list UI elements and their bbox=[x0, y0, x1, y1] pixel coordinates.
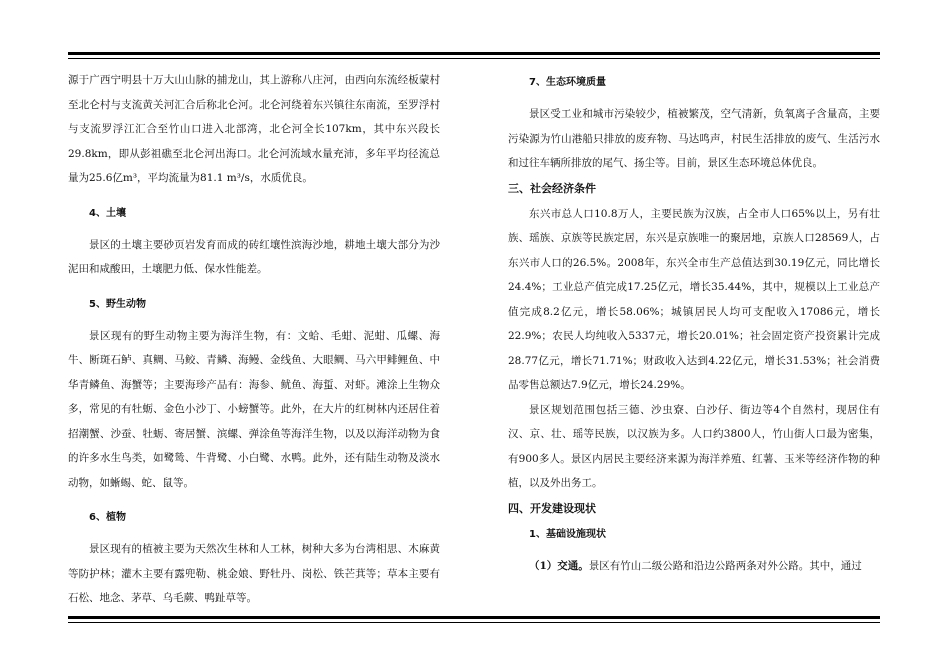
heading-wildlife: 5、野生动物 bbox=[89, 298, 146, 310]
heading-soil: 4、土壤 bbox=[89, 207, 126, 219]
right-column bbox=[508, 68, 880, 578]
header-rule-thick bbox=[68, 52, 880, 55]
paragraph-plants: 景区现有的植被主要为天然次生林和人工林，树种大多为台湾相思、木麻黄等防护林；灌木主要有露兜勒、桃金娘、野牡丹、岗松、铁芒萁等；草本主要有石松、地念、茅草、乌毛蕨、鸭趾草等。 bbox=[68, 543, 440, 604]
paragraph-soil: 景区的土壤主要砂页岩发育而成的砖红壤性滨海沙地，耕地土壤大部分为沙泥田和咸酸田，土壤肥力低、保水性能差。 bbox=[68, 238, 440, 275]
paragraph-traffic bbox=[508, 554, 880, 579]
heading-eco-quality: 7、生态环境质量 bbox=[529, 77, 606, 88]
paragraph-social-economy: 东兴市总人口10.8万人，主要民族为汉族，占全市人口65%以上，另有壮族、瑶族、京族等民族定居，东兴是京族唯一的聚居地，京族人口28569人，占东兴市人口的26.5%。2008年，东兴全市生产总值达到30.19亿元，同比增长24.4%；工业总产值完成17.25亿元，增长35.44%，其中，规模以上工业总产值完成8.2亿元，增长58.06%；城镇居民人均可支配收入17086元，增长22.9%；农民人均纯收入5337元，增长20.01%；社会固定资产投资累计完成28.77亿元，增长71.71%；财政收入达到4.22亿元，增长31.53%；社会消费品零售总额达7.9亿元，增长24.29%。 bbox=[508, 207, 880, 391]
header-rule-thin bbox=[68, 58, 880, 59]
heading-development: 四、开发建设现状 bbox=[508, 501, 596, 515]
heading-infrastructure: 1、基础设施现状 bbox=[529, 528, 606, 540]
left-column bbox=[68, 68, 440, 611]
paragraph-planning-area: 景区规划范围包括三德、沙虫寮、白沙仔、街边等4个自然村，现居住有汉、京、壮、瑶等民族，以汉族为多。人口约3800人，竹山街人口最为密集，有900多人。景区内居民主要经济来源为海洋养殖、红薯、玉米等经济作物的种植，以及外出务工。 bbox=[508, 403, 880, 489]
footer-rule-thin bbox=[68, 622, 880, 623]
paragraph-wildlife: 景区现有的野生动物主要为海洋生物，有：文蛤、毛蚶、泥蚶、瓜螺、海牛、断斑石鲈、真鲷、马鲛、青鳞、海鳗、金线鱼、大眼鲷、马六甲鲱鲤鱼、中华青鳞鱼、海蟹等；主要海珍产品有：海参、鱿鱼、海蜇、对虾。滩涂上生物众多，常见的有牡蛎、金色小沙丁、小螃蟹等。此外，在大片的红树林内还居住着招潮蟹、沙蚕、牡蛎、寄居蟹、滨螺、弹涂鱼等海洋生物，以及以海洋动物为食的许多水生鸟类，如鹭鸶、牛背鹭、小白鹭、水鸭。此外，还有陆生动物及淡水动物，如蜥蜴、蛇、鼠等。 bbox=[68, 329, 440, 489]
heading-social-economy: 三、社会经济条件 bbox=[508, 181, 596, 195]
traffic-text: 景区有竹山二级公路和沿边公路两条对外公路。其中，通过 bbox=[588, 559, 862, 572]
footer-rule-thick bbox=[68, 616, 880, 619]
paragraph-river: 源于广西宁明县十万大山山脉的捕龙山，其上游称八庄河，由西向东流经板蒙村至北仑村与支流黄关河汇合后称北仑河。北仑河绕着东兴镇往东南流，至罗浮村与支流罗浮江汇合至竹山口进入北部湾，北仑河全长107km，其中东兴段长29.8km，即从彭祖礁至北仑河出海口。北仑河流域水量充沛，多年平均径流总量为25.6亿m³，平均流量为81.1 m³/s，水质优良。 bbox=[68, 74, 440, 184]
paragraph-eco-quality: 景区受工业和城市污染较少，植被繁茂，空气清新，负氧离子含量高，主要污染源为竹山港船只排放的废弃物、马达鸣声，村民生活排放的废气、生活污水和过往车辆所排放的尾气、扬尘等。目前，景区生态环境总体优良。 bbox=[508, 108, 880, 169]
heading-plants: 6、植物 bbox=[89, 512, 126, 523]
traffic-lead: （1）交通。 bbox=[529, 559, 589, 572]
